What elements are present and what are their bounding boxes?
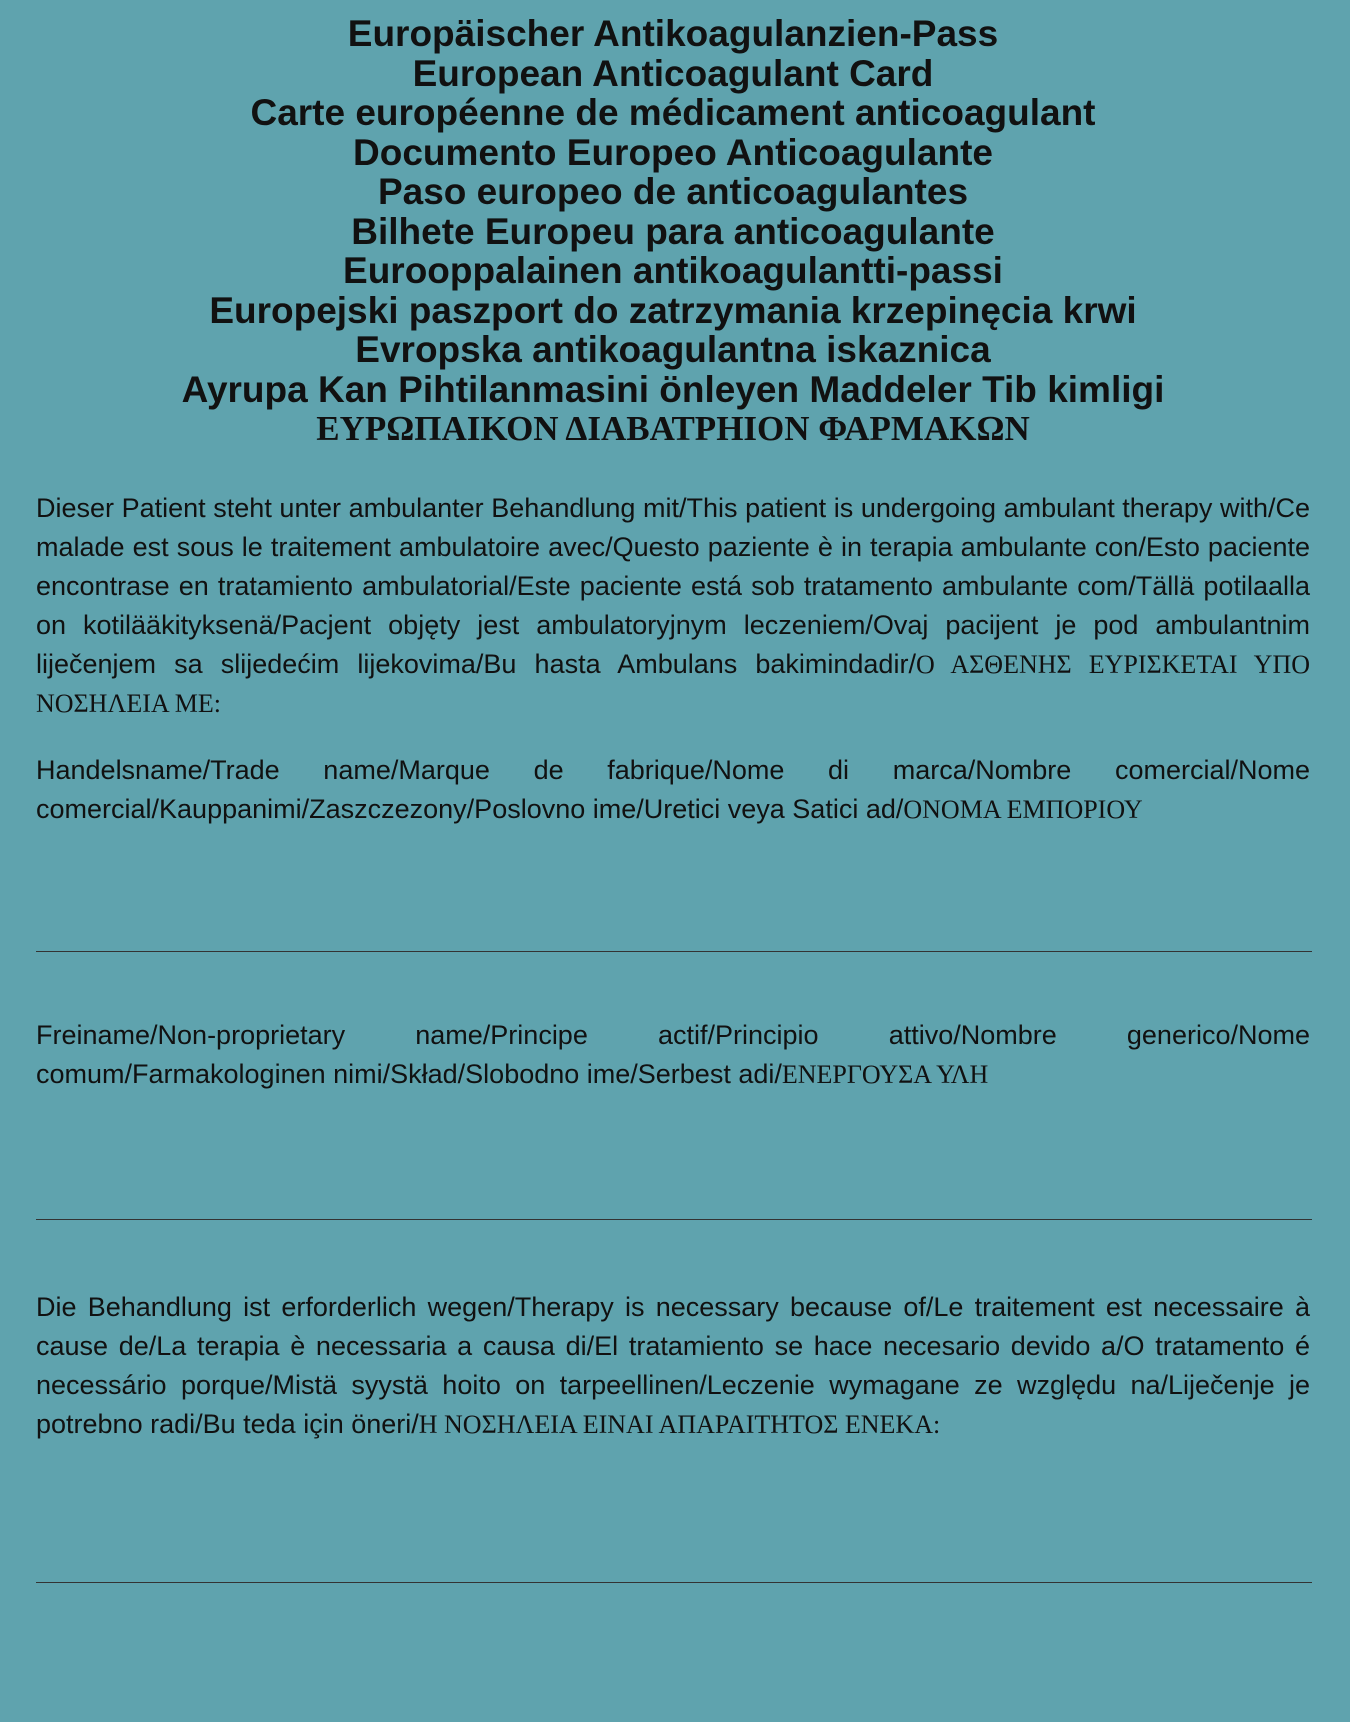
- card-title-block: [36, 14, 1310, 449]
- title-croatian: Evropska antikoagulantna iskaznica: [355, 329, 991, 370]
- title-polish: Europejski paszport do zatrzymania krzepinęcia krwi: [209, 289, 1137, 331]
- therapy-reason-greek: Η ΝΟΣΗΛΕΙΑ ΕΙΝΑΙ ΑΠΑΡΑΙΤΗΤΟΣ ΕΝΕΚΑ:: [418, 1410, 941, 1439]
- title-finnish: Eurooppalainen antikoagulantti-passi: [343, 250, 1003, 291]
- generic-name-text: Freiname/Non-proprietary name/Principe actif/Principio attivo/Nombre generico/Nome comum/Farmakologinen nimi/Skład/Slobodno ime/Serbest adi/: [36, 1020, 1310, 1089]
- therapy-reason-label: [36, 1288, 1310, 1444]
- generic-name-label: [36, 1016, 1310, 1094]
- trade-name-fill-line[interactable]: [36, 951, 1312, 952]
- patient-statement-greek: Ο ΑΣΘΕΝΗΣ ΕΥΡΙΣΚΕΤΑΙ ΥΠΟ ΝΟΣΗΛΕΙΑ ΜΕ:: [36, 650, 1311, 718]
- therapy-reason-text: Die Behandlung ist erforderlich wegen/Therapy is necessary because of/Le traitement est necessaire à cause de/La terapia è necessaria a causa di/El tratamiento se hace necesario devido a/O tratamento é necessário porque/Mistä syystä hoito on tarpeellinen/Leczenie wymagane ze względu na/Liječenje je potrebno radi/Bu teda için öneri/: [36, 1292, 1310, 1439]
- title-french: Carte européenne de médicament anticoagulant: [250, 92, 1096, 133]
- title-turkish: Ayrupa Kan Pihtilanmasini önleyen Maddeler Tib kimligi: [181, 368, 1165, 410]
- trade-name-text: Handelsname/Trade name/Marque de fabrique/Nome di marca/Nombre comercial/Nome comercial/Kauppanimi/Zaszczezony/Poslovno ime/Uretici veya Satici ad/: [36, 755, 1310, 824]
- title-portuguese: Bilhete Europeu para anticoagulante: [351, 210, 995, 252]
- patient-statement-text: Dieser Patient steht unter ambulanter Behandlung mit/This patient is undergoing ambulant therapy with/Ce malade est sous le traitement ambulatoire avec/Questo paziente è in terapia ambulante con/Esto paciente encontrase en tratamiento ambulatorial/Este paciente está sob tratamento ambulante com/Tällä potilaalla on kotilääkityksenä/Pacjent objęty jest ambulatoryjnym leczeniem/Ovaj pacijent je pod ambulantnim liječenjem sa slijedećim lijekovima/Bu hasta Ambulans bakimindadir/: [36, 493, 1310, 679]
- title-spanish: Paso europeo de anticoagulantes: [377, 171, 969, 212]
- title-english: European Anticoagulant Card: [412, 52, 934, 94]
- title-german: Europäischer Antikoagulanzien-Pass: [347, 13, 999, 54]
- title-italian: Documento Europeo Anticoagulante: [353, 131, 993, 173]
- patient-statement: [36, 489, 1310, 723]
- generic-name-fill-line[interactable]: [36, 1219, 1312, 1220]
- title-greek: ΕΥΡΩΠΑΙΚΟΝ ΔΙΑΒΑΤΡΗΙΟΝ ΦΑΡΜΑΚΩΝ: [316, 409, 1030, 448]
- generic-name-greek: ΕΝΕΡΓΟΥΣΑ ΥΛΗ: [781, 1060, 989, 1089]
- therapy-reason-fill-line[interactable]: [36, 1582, 1312, 1583]
- trade-name-greek: ΟΝΟΜΑ ΕΜΠΟΡΙΟΥ: [903, 795, 1143, 824]
- trade-name-label: [36, 751, 1310, 829]
